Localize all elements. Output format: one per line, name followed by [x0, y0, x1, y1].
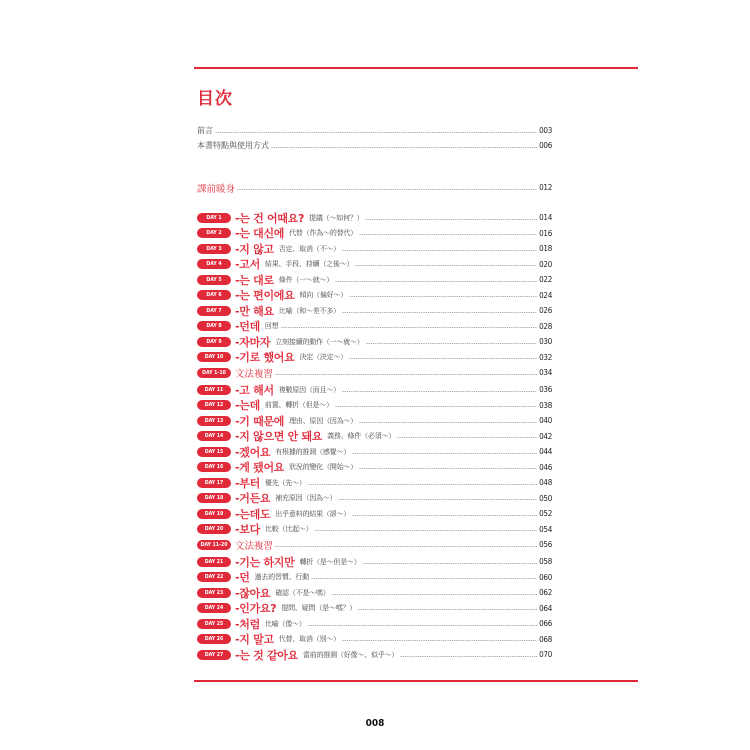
dot-leader — [215, 132, 537, 133]
grammar-description: 傾向（偏好～） — [299, 291, 348, 299]
entry-page: 046 — [539, 462, 552, 472]
dot-leader — [358, 609, 537, 610]
grammar-pattern: -거든요 — [235, 492, 271, 505]
grammar-description: 當前的推測（好像～、似乎～） — [302, 650, 399, 659]
entry-page: 028 — [539, 321, 552, 331]
entry-page: 022 — [539, 275, 552, 284]
grammar-pattern: -지 않고 — [235, 242, 274, 256]
toc-entry-review[interactable] — [197, 366, 552, 379]
day-badge: DAY 14 — [197, 431, 231, 441]
day-badge: DAY 2 — [197, 228, 231, 238]
toc-entry-day[interactable] — [197, 445, 552, 458]
grammar-description: 補充原因（因為～） — [275, 494, 337, 502]
grammar-pattern: -고 해서 — [235, 383, 274, 397]
entry-page: 016 — [539, 228, 552, 238]
grammar-description: 有根據的推測（感覺～） — [275, 447, 351, 456]
grammar-description: 轉折（是～但是～） — [299, 557, 361, 566]
toc-entry-day[interactable] — [197, 227, 552, 240]
day-badge: DAY 11-20 — [197, 540, 231, 550]
day-badge: DAY 18 — [197, 493, 231, 503]
toc-entry-features[interactable] — [197, 139, 552, 152]
review-label: 文法複習 — [235, 540, 274, 552]
toc-entry-day[interactable] — [197, 602, 552, 615]
dot-leader — [365, 219, 537, 220]
grammar-description: 條件（一～就～） — [278, 275, 334, 284]
entry-page: 024 — [539, 290, 552, 300]
top-divider — [194, 67, 638, 69]
toc-entry-day[interactable] — [197, 399, 552, 412]
toc-entry-day[interactable] — [197, 586, 552, 599]
toc-entry-day[interactable] — [197, 648, 552, 661]
toc-entry-preface[interactable] — [197, 124, 552, 137]
grammar-description: 出乎意料的結果（卻～） — [275, 509, 351, 518]
grammar-description: 代替、取消（別～） — [278, 635, 340, 643]
day-badge: DAY 6 — [197, 290, 231, 300]
entry-page: 030 — [539, 337, 552, 346]
grammar-description: 結果、手段、持續（之後～） — [264, 260, 354, 268]
bottom-divider — [194, 680, 638, 682]
entry-page: 044 — [539, 447, 552, 456]
grammar-pattern: -잖아요 — [235, 586, 271, 600]
day-badge: DAY 5 — [197, 275, 231, 285]
entry-label: 課前暖身 — [197, 183, 236, 195]
dot-leader — [349, 358, 537, 359]
entry-page: 054 — [539, 524, 552, 534]
toc-entry-day[interactable] — [197, 571, 552, 584]
dot-leader — [342, 640, 537, 641]
grammar-pattern: -지 않으면 안 돼요 — [235, 430, 323, 443]
grammar-pattern: -지 말고 — [235, 633, 274, 646]
toc-entry-day[interactable] — [197, 258, 552, 271]
grammar-pattern: -겠어요 — [235, 445, 271, 459]
entry-page: 070 — [539, 650, 552, 659]
entry-page: 048 — [539, 478, 552, 487]
toc-entry-day[interactable] — [197, 476, 552, 489]
toc-entry-warmup[interactable] — [197, 181, 552, 194]
grammar-description: 比較（比起～） — [264, 525, 313, 533]
entry-page: 014 — [539, 213, 552, 222]
toc-entry-day[interactable] — [197, 492, 552, 505]
dot-leader — [311, 578, 537, 579]
entry-page: 012 — [539, 183, 552, 192]
entry-page: 042 — [539, 431, 552, 441]
grammar-pattern: -는데도 — [235, 507, 271, 521]
toc-entry-day[interactable] — [197, 242, 552, 255]
toc-entry-day[interactable] — [197, 304, 552, 317]
dot-leader — [308, 484, 537, 485]
dot-leader — [359, 468, 537, 469]
grammar-pattern: -고서 — [235, 258, 260, 271]
dot-leader — [335, 406, 537, 407]
entry-page: 036 — [539, 385, 552, 394]
grammar-pattern: -자마자 — [235, 335, 271, 349]
grammar-description: 提問、疑問（是～嗎？） — [281, 604, 357, 612]
entry-page: 050 — [539, 493, 552, 503]
day-badge: DAY 8 — [197, 321, 231, 331]
toc-entry-day[interactable] — [197, 523, 552, 536]
day-badge: DAY 24 — [197, 603, 231, 613]
toc-entry-day[interactable] — [197, 273, 552, 286]
toc-entry-day[interactable] — [197, 507, 552, 520]
entry-page: 020 — [539, 259, 552, 269]
grammar-pattern: -기로 했어요 — [235, 351, 295, 364]
entry-page: 026 — [539, 306, 552, 315]
grammar-description: 狀況的變化（開始～） — [289, 463, 358, 471]
page-number: 008 — [365, 718, 385, 729]
entry-page: 034 — [539, 368, 552, 377]
day-badge: DAY 21 — [197, 557, 231, 567]
day-badge: DAY 7 — [197, 306, 231, 316]
dot-leader — [355, 265, 537, 266]
day-badge: DAY 11 — [197, 385, 231, 395]
grammar-pattern: -인가요? — [235, 602, 277, 615]
review-label: 文法複習 — [235, 368, 274, 380]
day-badge: DAY 10 — [197, 352, 231, 362]
grammar-pattern: -기 때문에 — [235, 414, 285, 428]
toc-entry-day[interactable] — [197, 335, 552, 348]
dot-leader — [359, 234, 537, 235]
dot-leader — [342, 312, 537, 313]
entry-label: 本書特點與使用方式 — [197, 141, 269, 150]
day-badge: DAY 4 — [197, 259, 231, 269]
toc-entry-review[interactable] — [197, 538, 552, 551]
toc-entry-day[interactable] — [197, 633, 552, 646]
dot-leader — [308, 625, 537, 626]
grammar-pattern: -게 됐어요 — [235, 461, 285, 474]
grammar-pattern: -는 대로 — [235, 273, 274, 287]
grammar-pattern: -는 대신에 — [235, 227, 285, 240]
grammar-pattern: -처럼 — [235, 617, 260, 631]
grammar-pattern: -만 해요 — [235, 304, 274, 318]
entry-page: 018 — [539, 244, 552, 253]
grammar-description: 代替（作為～的替代） — [289, 229, 358, 237]
toc-entry-day[interactable] — [197, 289, 552, 302]
grammar-description: 提議（～如何？） — [309, 213, 364, 222]
entry-page: 064 — [539, 603, 552, 613]
day-badge: DAY 19 — [197, 509, 231, 519]
grammar-description: 比喻（像～） — [264, 619, 306, 628]
entry-page: 062 — [539, 588, 552, 597]
day-badge: DAY 26 — [197, 634, 231, 644]
dot-leader — [342, 250, 537, 251]
toc-entry-day[interactable] — [197, 555, 552, 568]
dot-leader — [366, 343, 538, 344]
day-badge: DAY 1-10 — [197, 368, 231, 378]
toc-entry-day[interactable] — [197, 383, 552, 396]
grammar-pattern: -보다 — [235, 523, 260, 536]
grammar-pattern: -던데 — [235, 320, 260, 333]
grammar-description: 立刻接續的動作（一～就～） — [275, 337, 364, 346]
day-badge: DAY 13 — [197, 416, 231, 426]
dot-leader — [338, 499, 537, 500]
entry-page: 032 — [539, 352, 552, 362]
grammar-pattern: -는 건 어때요? — [235, 211, 305, 225]
grammar-pattern: -던 — [235, 571, 250, 584]
entry-page: 066 — [539, 619, 552, 628]
day-badge: DAY 17 — [197, 478, 231, 488]
grammar-description: 過去的習慣、行動 — [254, 573, 309, 581]
grammar-description: 比喻（和～差不多） — [278, 306, 340, 315]
grammar-description: 確認（不是～嗎） — [275, 588, 330, 597]
toc-entry-day[interactable] — [197, 414, 552, 427]
grammar-pattern: -는데 — [235, 399, 260, 412]
entry-page: 003 — [539, 126, 552, 135]
day-badge: DAY 1 — [197, 213, 231, 223]
dot-leader — [281, 327, 538, 328]
dot-leader — [352, 515, 537, 516]
toc-entry-day[interactable] — [197, 461, 552, 474]
dot-leader — [275, 374, 537, 375]
entry-page: 006 — [539, 141, 552, 150]
entry-page: 052 — [539, 509, 552, 518]
grammar-pattern: -부터 — [235, 476, 260, 490]
dot-leader — [400, 656, 537, 657]
day-badge: DAY 3 — [197, 244, 231, 254]
grammar-pattern: -는 편이에요 — [235, 289, 295, 302]
day-badge: DAY 25 — [197, 619, 231, 629]
grammar-description: 回想 — [264, 322, 279, 330]
dot-leader — [349, 296, 537, 297]
day-badge: DAY 12 — [197, 400, 231, 410]
dot-leader — [342, 391, 537, 392]
toc-entry-day[interactable] — [197, 351, 552, 364]
grammar-description: 理由、原因（因為～） — [289, 416, 358, 425]
grammar-pattern: -기는 하지만 — [235, 555, 295, 569]
day-badge: DAY 15 — [197, 447, 231, 457]
dot-leader — [397, 437, 537, 438]
dot-leader — [315, 530, 538, 531]
entry-page: 068 — [539, 634, 552, 644]
dot-leader — [363, 563, 538, 564]
entry-page: 058 — [539, 557, 552, 566]
dot-leader — [237, 189, 537, 190]
day-badge: DAY 16 — [197, 462, 231, 472]
day-badge: DAY 22 — [197, 572, 231, 582]
dot-leader — [335, 281, 537, 282]
grammar-description: 複數原因（而且～） — [278, 385, 340, 394]
day-badge: DAY 20 — [197, 524, 231, 534]
toc-entry-day[interactable] — [197, 211, 552, 224]
dot-leader — [332, 594, 538, 595]
dot-leader — [275, 546, 537, 547]
entry-page: 038 — [539, 400, 552, 410]
toc-entry-day[interactable] — [197, 320, 552, 333]
grammar-description: 優先（先～） — [264, 478, 306, 487]
toc-entry-day[interactable] — [197, 430, 552, 443]
dot-leader — [352, 453, 537, 454]
entry-page: 060 — [539, 572, 552, 582]
toc-entry-day[interactable] — [197, 617, 552, 630]
entry-page: 056 — [539, 540, 552, 549]
grammar-description: 前置、轉折（但是～） — [264, 401, 333, 409]
grammar-description: 否定、取消（不～） — [278, 244, 340, 253]
grammar-pattern: -는 것 같아요 — [235, 648, 298, 662]
day-badge: DAY 27 — [197, 650, 231, 660]
grammar-description: 義務、條件（必須～） — [327, 432, 396, 440]
entry-page: 040 — [539, 416, 552, 425]
day-badge: DAY 23 — [197, 588, 231, 598]
dot-leader — [359, 422, 537, 423]
day-badge: DAY 9 — [197, 337, 231, 347]
dot-leader — [271, 147, 537, 148]
page-title: 目次 — [197, 89, 233, 109]
grammar-description: 決定（決定～） — [299, 353, 348, 361]
entry-label: 前言 — [197, 126, 213, 135]
